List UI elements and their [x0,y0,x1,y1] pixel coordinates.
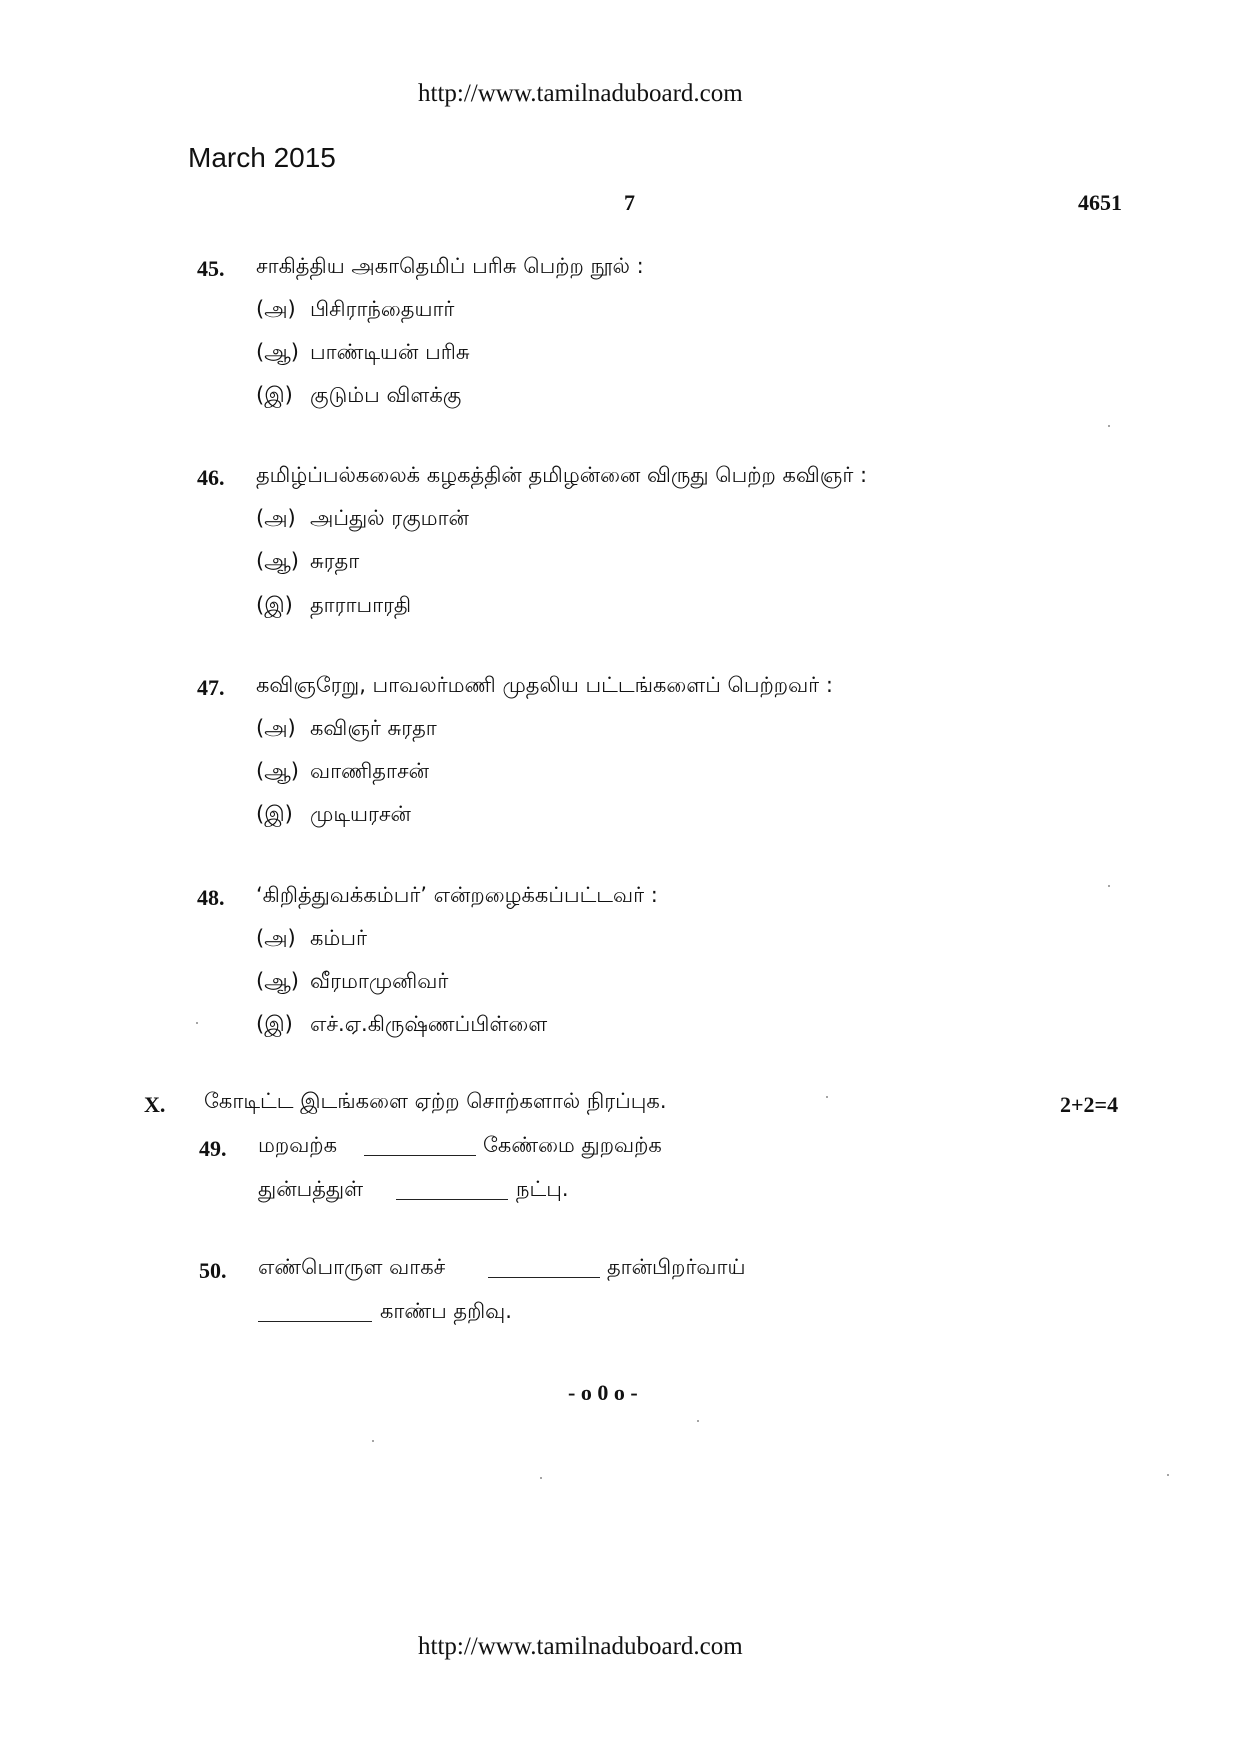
verse-text: மறவற்க [258,1133,338,1157]
end-mark: - o 0 o - [568,1380,638,1405]
option-text: முடியரசன் [310,802,411,826]
option-label: (இ) [256,1012,293,1036]
question-text: சாகித்திய அகாதெமிப் பரிசு பெற்ற நூல் : [256,254,644,278]
header-url: http://www.tamilnaduboard.com [418,80,743,107]
option-label: (இ) [256,383,293,407]
option-text: எச்.ஏ.கிருஷ்ணப்பிள்ளை [310,1012,548,1036]
scan-speck [697,1420,699,1422]
option-label: (இ) [256,802,293,826]
blank-line [364,1155,476,1156]
verse-text: துன்பத்துள் [258,1177,364,1201]
option-text: கம்பர் [310,926,367,950]
blank-line [488,1277,600,1278]
option-text: வீரமாமுனிவர் [310,969,449,993]
verse-text: எண்பொருள வாகச் [258,1255,446,1279]
blank-line [258,1321,372,1322]
option-label: (அ) [256,716,296,740]
option-label: (ஆ) [256,969,299,993]
option-label: (அ) [256,926,296,950]
scan-speck [1167,1474,1169,1476]
question-text: தமிழ்ப்பல்கலைக் கழகத்தின் தமிழன்னை விருது பெற்ற கவிஞர் : [256,463,868,487]
option-label: (அ) [256,297,296,321]
option-text: பிசிராந்தையார் [310,297,455,321]
question-text: ‘கிறித்துவக்கம்பர்’ என்றழைக்கப்பட்டவர் : [256,883,658,907]
option-label: (அ) [256,506,296,530]
option-text: அப்துல் ரகுமான் [310,506,469,530]
section-title: கோடிட்ட இடங்களை ஏற்ற சொற்களால் நிரப்புக. [204,1089,667,1113]
option-label: (ஆ) [256,340,299,364]
scan-speck [196,1022,198,1024]
option-text: தாராபாரதி [310,593,412,617]
section-number: X. [144,1092,166,1117]
section-marks: 2+2=4 [1060,1092,1119,1117]
verse-text: நட்பு. [516,1177,569,1201]
option-text: சுரதா [310,549,360,573]
paper-code: 4651 [1078,190,1122,215]
exam-date: March 2015 [188,142,336,173]
scan-speck [1108,425,1110,427]
footer-url: http://www.tamilnaduboard.com [418,1633,743,1660]
question-number: 49. [199,1136,227,1161]
option-text: கவிஞர் சுரதா [310,716,437,740]
question-text: கவிஞரேறு, பாவலர்மணி முதலிய பட்டங்களைப் பெற்றவர் : [256,673,833,697]
option-label: (ஆ) [256,549,299,573]
verse-text: காண்ப தறிவு. [380,1299,512,1323]
question-number: 47. [197,675,225,700]
question-number: 45. [197,256,225,281]
question-number: 48. [197,885,225,910]
option-label: (ஆ) [256,759,299,783]
option-text: பாண்டியன் பரிசு [310,340,470,364]
option-label: (இ) [256,593,293,617]
scan-speck [540,1477,542,1479]
question-number: 46. [197,465,225,490]
option-text: வாணிதாசன் [310,759,429,783]
page-number: 7 [624,190,635,215]
option-text: குடும்ப விளக்கு [310,383,462,407]
verse-text: தான்பிறர்வாய் [607,1255,746,1279]
blank-line [396,1199,508,1200]
scan-speck [826,1096,828,1098]
verse-text: கேண்மை துறவற்க [483,1133,662,1157]
question-number: 50. [199,1258,227,1283]
scan-speck [1108,885,1110,887]
scan-speck [372,1440,374,1442]
